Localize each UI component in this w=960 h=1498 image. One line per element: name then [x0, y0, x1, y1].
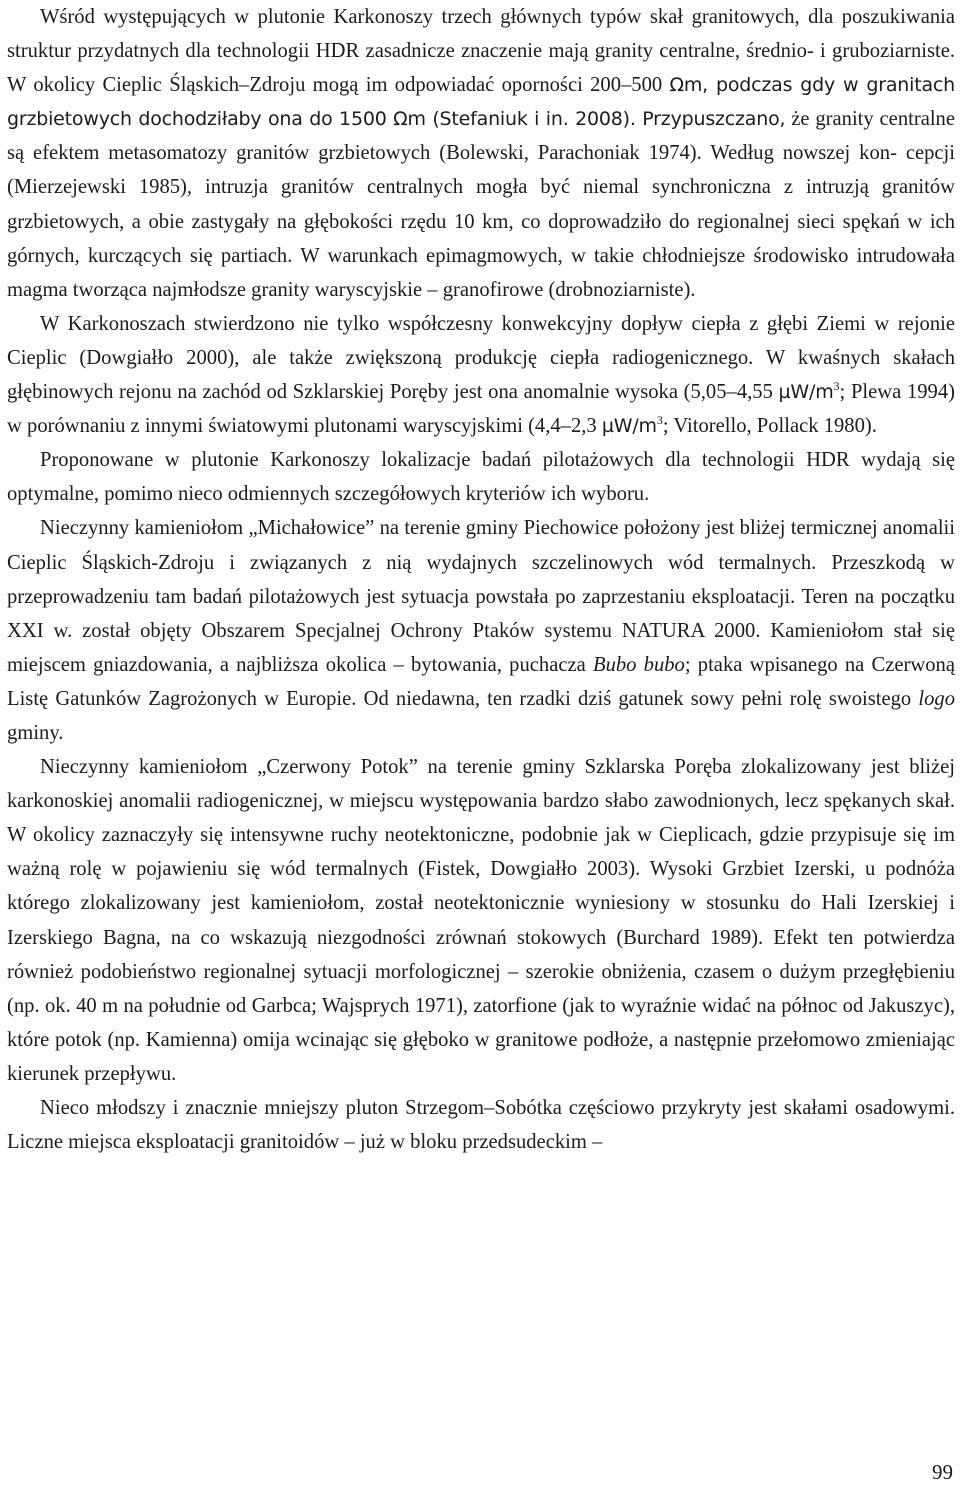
paragraph-1-text-a: Wśród występujących w plutonie Karkonoszy trzech głównych typów skał granitowych, dla poszukiwania struktur przydatnych dla technologii HDR zasadnicze znaczenie mają granity centralne, średnio- i gruboziarniste. W okolicy Cieplic Śląskich–Zdroju mogą im odpowiadać oporności 200–500	[7, 6, 955, 97]
paragraph-1-text-b: Ωm, podczas gdy w granitach grzbietowych dochodziłaby ona do 1500 Ωm (Stefaniuk i in. 2008). Przypuszczano,	[7, 74, 955, 131]
body-text	[7, 0, 955, 1159]
paragraph-1	[7, 0, 955, 307]
paragraph-1-text-c: że granity centralne są efektem metasomatozy granitów grzbietowych (Bolewski, Parachoniak 1974). Według nowszej kon- cepcji (Mierzejewski 1985), intruzja granitów centralnych mogła być niemal synchroniczna z intruzją granitów grzbietowych, a obie zastygały na głębokości rzędu 10 km, co doprowadziło do regionalnej sieci spękań w ich górnych, kurczących się partiach. W warunkach epimagmowych, w takie chłodniejsze środowisko intrudowała magma tworząca najmłodsze granity waryscyjskie – granofirowe (drobnoziarniste).	[7, 108, 955, 301]
paragraph-2-sup-1: 3	[833, 379, 840, 394]
paragraph-2-text-a: W Karkonoszach stwierdzono nie tylko współczesny konwekcyjny dopływ ciepła z głębi Ziemi w rejonie Cieplic (Dowgiałło 2000), ale także zwiększoną produkcję ciepła radiogenicznego. W kwaśnych skałach głębinowych rejonu na zachód od Szklarskiej Poręby jest ona anomalnie wysoka (5,05–4,55	[7, 312, 955, 404]
paragraph-2	[7, 307, 955, 443]
page-number: 99	[932, 1460, 953, 1484]
paragraph-4-text-a: Nieczynny kamieniołom „Michałowice” na terenie gminy Piechowice położony jest bliżej termicznej anomalii Cieplic Śląskich-Zdroju i związanych z nią wydajnych szczelinowych wód termalnych. Przeszkodą w przeprowadzeniu tam badań pilotażowych jest sytuacja powstała po zaprzestaniu eksploatacji. Teren na początku XXI w. został objęty Obszarem Specjalnej Ochrony Ptaków systemu NATURA 2000. Kamieniołom stał się miejscem gniazdowania, a najbliższa okolica – bytowania, puchacza	[7, 517, 955, 676]
paragraph-6: Nieco młodszy i znacznie mniejszy pluton Strzegom–Sobótka częściowo przykryty jest skałami osadowymi. Liczne miejsca eksploatacji granitoidów – już w bloku przedsudeckim –	[7, 1097, 955, 1154]
paragraph-4-italic-1: Bubo bubo	[592, 653, 685, 676]
paragraph-3: Proponowane w plutonie Karkonoszy lokalizacje badań pilotażowych dla technologii HDR wydają się optymalne, pomimo nieco odmiennych szczegółowych kryteriów ich wyboru.	[7, 449, 955, 506]
paragraph-2-text-b: ; Plewa 1994) w porównaniu z innymi światowymi plutonami waryscyjskimi (4,4–2,3	[7, 381, 955, 438]
paragraph-4-italic-2: logo	[918, 687, 955, 710]
paragraph-2-unit-1: µW/m	[778, 381, 834, 404]
paragraph-5: Nieczynny kamieniołom „Czerwony Potok” na terenie gminy Szklarska Poręba zlokalizowany jest bliżej karkonoskiej anomalii radiogenicznej, w miejscu występowania bardzo słabo zawodnionych, lecz spękanych skał. W okolicy zaznaczyły się intensywne ruchy neotektoniczne, podobnie jak w Cieplicach, gdzie przypisuje się im ważną rolę w pojawieniu się wód termalnych (Fistek, Dowgiałło 2003). Wysoki Grzbiet Izerski, u podnóża którego zlokalizowany jest kamieniołom, został neotektonicznie wyniesiony w stosunku do Hali Izerskiej i Izerskiego Bagna, na co wskazują niezgodności zrównań stokowych (Burchard 1989). Efekt ten potwierdza również podobieństwo regionalnej sytuacji morfologicznej – szerokie obniżenia, czasem o dużym przegłębieniu (np. ok. 40 m na południe od Garbca; Wajsprych 1971), zatorfione (jak to wyraźnie widać na północ od Jakuszyc), które potok (np. Kamienna) omija wcinając się głęboko w granitowe podłoże, a następnie przełomowo zmieniając kierunek przepływu.	[7, 756, 955, 1085]
paragraph-2-unit-2: µW/m	[601, 415, 657, 438]
paragraph-2-text-c: ; Vitorello, Pollack 1980).	[662, 415, 877, 438]
paragraph-4-text-b: ; ptaka wpisanego na Czerwoną Listę Gatunków Zagrożonych w Europie. Od niedawna, ten rzadki dziś gatunek sowy pełni rolę swoistego	[7, 653, 955, 710]
paragraph-4-text-c: gminy.	[7, 721, 64, 744]
paragraph-4	[7, 511, 955, 750]
paragraph-2-sup-2: 3	[656, 413, 663, 428]
